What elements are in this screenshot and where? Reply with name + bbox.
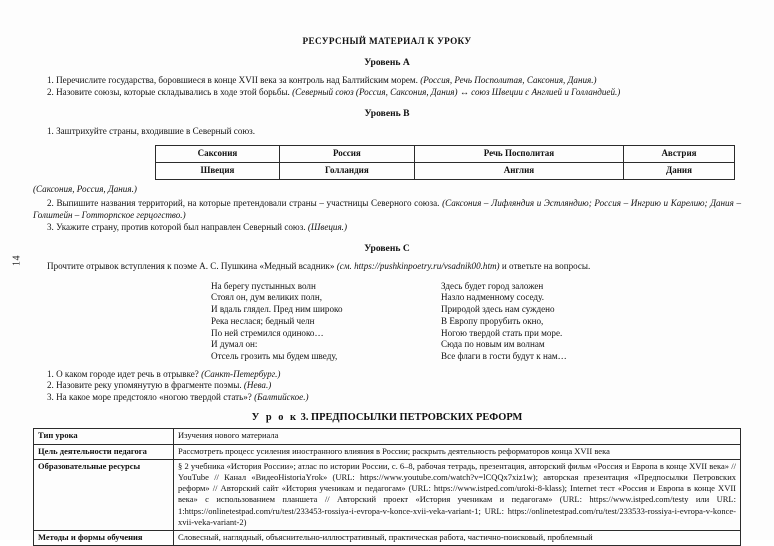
level-c-intro-before: Прочтите отрывок вступления к поэме А. С. Пушкина «Медный всадник»	[47, 261, 335, 272]
level-c-question-3-answer: (Балтийское.)	[254, 391, 309, 402]
poem-line: На берегу пустынных волн	[211, 280, 316, 291]
page-number: 14	[11, 255, 23, 266]
level-c-intro	[33, 261, 741, 273]
poem-column-right	[441, 281, 701, 363]
poem-line: Стоял он, дум великих полн,	[211, 292, 322, 303]
lesson-row-value: § 2 учебника «История России»; атлас по истории России, с. 6–8, рабочая тетрадь, презентация, авторский фильм «Россия и Европа в конце XVII века» // YouTube // Канал «ВидеоHistoriaYrok» (URL: https://www.youtube.com/watch?v=lCQQx7xiz1w); авторская презентация «Предпосылки Петровских реформ» // Авторский сайт «История ученикам и педагогам» (URL: https://www.istped.com/uroki-8-klass); Internet тест «Россия и Европа в конце XVII века» с использованием планшета // Авторский проект «История ученикам и педагогам» (URL: https://www.istped.com/testy или URL: 1:https://onlinetestpad.com/ru/test/233453-rossiya-i-evropa-v-konce-xvii-veka-variant-1; URL: https://onlinetestpad.com/ru/test/233533-rossiya-i-evropa-v-konce-xvii-veka-variant-2)	[174, 459, 741, 530]
countries-table-wrapper	[33, 145, 741, 180]
level-b-heading: Уровень В	[364, 108, 410, 120]
lesson-table	[33, 428, 741, 546]
poem-block	[33, 281, 741, 363]
level-b-task-3-text: 3. Укажите страну, против которой был направлен Северный союз.	[47, 221, 306, 232]
table-row	[34, 429, 741, 444]
level-c-question-1-answer: (Санкт-Петербург.)	[201, 368, 281, 379]
poem-line: И вдаль глядел. Пред ним широко	[211, 304, 343, 315]
level-c-question-1-text: 1. О каком городе идет речь в отрывке?	[47, 368, 199, 379]
table-row	[156, 162, 735, 179]
table-row	[34, 531, 741, 546]
lesson-heading-prefix: У р о к	[251, 412, 299, 424]
lesson-heading-main: 3. ПРЕДПОСЫЛКИ ПЕТРОВСКИХ РЕФОРМ	[300, 412, 523, 424]
level-c-question-1	[33, 369, 741, 381]
level-b-task-1: 1. Заштрихуйте страны, входившие в Северный союз.	[47, 126, 256, 137]
country-cell[interactable]: Саксония	[156, 145, 280, 162]
lesson-row-label: Образовательные ресурсы	[34, 459, 174, 530]
level-c-question-2-text: 2. Назовите реку упомянутую в фрагменте поэмы.	[47, 380, 242, 391]
level-b-task-2-answer: (Саксония – Лифляндия и Эстляндию; Россия – Ингрию и Карелию; Дания – Голштейн – Готторпское герцогство.)	[33, 198, 741, 220]
poem-line: И думал он:	[211, 339, 258, 350]
poem-line: Здесь будет город заложен	[441, 280, 544, 291]
level-b-task-3	[33, 222, 741, 234]
level-a-heading: Уровень А	[364, 57, 410, 68]
country-cell[interactable]: Речь Посполитая	[414, 145, 623, 162]
level-a-item-1	[33, 75, 741, 87]
country-cell[interactable]: Австрия	[623, 145, 734, 162]
country-cell[interactable]: Швеция	[156, 162, 280, 179]
poem-line: Сюда по новым им волнам	[441, 339, 545, 350]
poem-line: Все флаги в гости будут к нам…	[441, 350, 567, 361]
table-row	[34, 444, 741, 459]
level-a-item-1-text: 1. Перечислите государства, боровшиеся в конце XVII века за контроль над Балтийским морем.	[47, 75, 418, 85]
level-a-item-1-answer: (Россия, Речь Посполитая, Саксония, Дания.)	[420, 75, 597, 85]
lesson-heading	[33, 412, 741, 423]
poem-line: По ней стремился одиноко…	[211, 327, 324, 338]
lesson-row-label: Методы и формы обучения	[34, 531, 174, 546]
level-b-task-2	[33, 198, 741, 221]
lesson-row-value: Рассмотреть процесс усиления иностранного влияния в России; раскрыть деятельность реформаторов конца XVII века	[174, 444, 741, 459]
level-c-heading: Уровень С	[364, 243, 410, 255]
level-a-item-2	[33, 87, 741, 99]
table-row	[156, 145, 735, 162]
lesson-row-value: Словесный, наглядный, объяснительно-иллюстративный, практическая работа, частично-поисковый, проблемный	[174, 531, 741, 546]
level-c-question-3-text: 3. На какое море предстояло «ногою твердой стать»?	[47, 391, 252, 402]
lesson-row-label: Цель деятельности педагога	[34, 444, 174, 459]
lesson-row-value: Изучения нового материала	[174, 429, 741, 444]
level-c-intro-after: и ответьте на вопросы.	[501, 261, 591, 272]
countries-table-answer: (Саксония, Россия, Дания.)	[33, 183, 137, 194]
country-cell[interactable]: Англия	[414, 162, 623, 179]
page-content	[33, 36, 741, 546]
poem-line: Отсель грозить мы будем шведу,	[211, 350, 338, 361]
level-c-question-2	[33, 380, 741, 392]
level-a-item-2-text: 2. Назовите союзы, которые складывались в ходе этой борьбы.	[47, 86, 290, 97]
table-row	[34, 459, 741, 530]
poem-line: Река неслася; бедный челн	[211, 315, 315, 326]
level-c-intro-source: (см. https://pushkinpoetry.ru/vsadnik00.htm)	[336, 261, 500, 272]
level-b-task-3-answer: (Швеция.)	[307, 221, 347, 232]
level-c-question-2-answer: (Нева.)	[243, 380, 272, 391]
countries-table	[155, 145, 735, 180]
country-cell[interactable]: Дания	[623, 162, 734, 179]
poem-line: Назло надменному соседу.	[441, 292, 544, 303]
level-a-item-2-answer: (Северный союз (Россия, Саксония, Дания) ↔ союз Швеции с Англией и Голландией.)	[292, 86, 621, 97]
country-cell[interactable]: Голландия	[279, 162, 414, 179]
lesson-row-label: Тип урока	[34, 429, 174, 444]
page-title: РЕСУРСНЫЙ МАТЕРИАЛ К УРОКУ	[302, 36, 472, 46]
poem-line: Ногою твердой стать при море.	[441, 327, 563, 338]
level-b-task-2-text: 2. Выпишите названия территорий, на которые претендовали страны – участницы Северного союза.	[47, 198, 440, 209]
poem-line: В Европу прорубить окно,	[441, 315, 544, 326]
poem-line: Природой здесь нам суждено	[441, 304, 555, 315]
level-c-question-3	[33, 392, 741, 404]
country-cell[interactable]: Россия	[279, 145, 414, 162]
poem-column-left	[211, 281, 441, 363]
